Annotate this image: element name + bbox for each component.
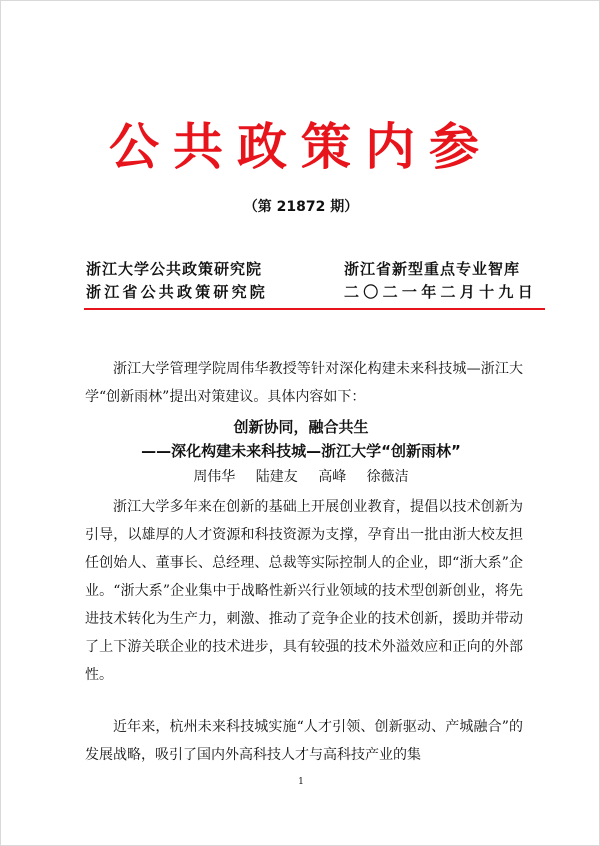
publisher-name: 浙江大学公共政策研究院	[86, 260, 263, 278]
masthead-title: 公共政策内参	[109, 118, 493, 176]
think-tank-label: 浙江省新型重点专业智库	[344, 260, 521, 278]
issue-number: （第 21872 期）	[243, 199, 359, 215]
publish-date: 二〇二一年二月十九日	[344, 283, 538, 301]
body-paragraph: 浙江大学多年来在创新的基础上开展创业教育，提倡以技术创新为引导，以雄厚的人才资源和科技资源为支撑，孕育出一批由浙大校友担任创始人、董事长、总经理、总裁等实际控制人的企业，即“浙大系”企业。“浙大系”企业集中于战略性新兴行业领域的技术型创新创业，将先进技术转化为生产力，刺激、推动了竞争企业的技术创新，援助并带动了上下游关联企业的技术进步，具有较强的技术外溢效应和正向的外部性。	[85, 499, 523, 683]
author-name: 高峰	[318, 469, 347, 485]
author-name: 周伟华	[193, 469, 236, 485]
article-subtitle: ——深化构建未来科技城—浙江大学“创新雨林”	[141, 442, 461, 460]
body-paragraph: 近年来，杭州未来科技城实施“人才引领、创新驱动、产城融合”的发展战略，吸引了国内外高科技人才与高科技产业的集	[85, 719, 523, 763]
intro-paragraph: 浙江大学管理学院周伟华教授等针对深化构建未来科技城—浙江大学“创新雨林”提出对策建议。具体内容如下：	[85, 361, 523, 405]
header-divider	[84, 308, 545, 310]
institute-name: 浙江省公共政策研究院	[86, 283, 269, 301]
article-title: 创新协同，融合共生	[233, 418, 369, 436]
author-name: 徐薇洁	[366, 469, 409, 485]
author-name: 陆建友	[255, 469, 298, 485]
page-number: 1	[298, 777, 304, 787]
author-list	[1, 466, 600, 488]
